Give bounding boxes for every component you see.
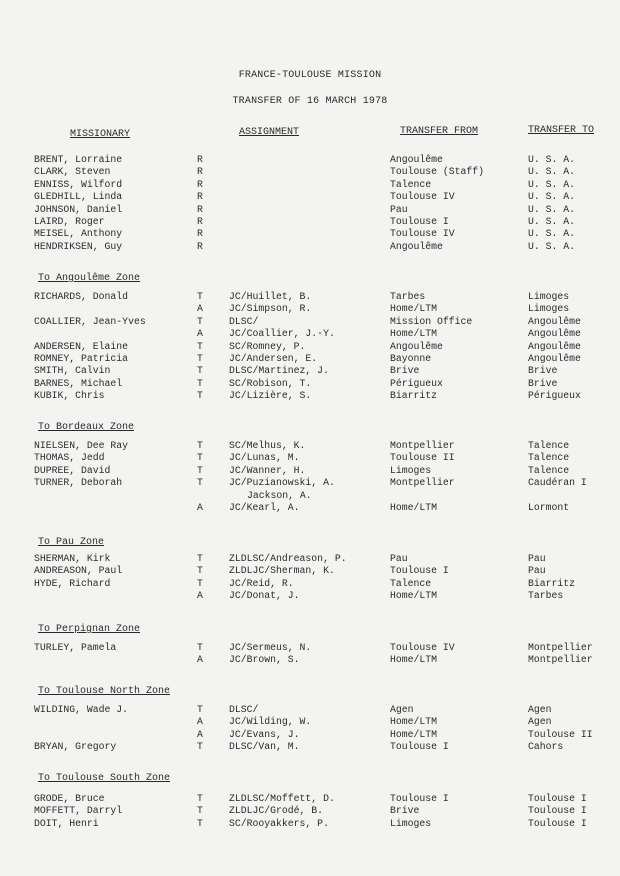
transfer-from: Limoges (390, 817, 432, 829)
transfer-from: Home/LTM (390, 654, 438, 666)
zone-heading: To Toulouse North Zone (38, 686, 171, 697)
transfer-to: Biarritz (528, 577, 576, 589)
transfer-to: Talence (528, 464, 570, 476)
missionary-name: DOIT, Henri (34, 817, 99, 829)
assignment: DLSC/ (229, 704, 259, 715)
assignment: JC/Evans, J. (229, 728, 300, 740)
transfer-to: U. S. A. (528, 166, 576, 178)
assignment: JC/Wanner, H. (229, 464, 306, 476)
transfer-from: Home/LTM (390, 328, 438, 340)
transfer-from: Brive (390, 805, 420, 817)
transfer-code: T (197, 291, 203, 302)
table-row (0, 179, 620, 191)
transfer-code: T (197, 315, 203, 327)
transfer-code: T (197, 741, 203, 753)
transfer-code: R (197, 240, 203, 252)
missionary-name: SHERMAN, Kirk (34, 553, 111, 564)
transfer-from: Toulouse IV (390, 228, 455, 240)
transfer-code: T (197, 377, 203, 389)
transfer-from: Toulouse I (390, 216, 449, 227)
table-row (0, 228, 620, 240)
transfer-from: Bayonne (390, 353, 432, 364)
transfer-to: Tarbes (528, 590, 564, 602)
assignment: SC/Melhus, K. (229, 440, 306, 451)
transfer-code: T (197, 565, 203, 577)
transfer-from: Limoges (390, 464, 432, 476)
transfer-from: Brive (390, 365, 420, 377)
transfer-to: Montpellier (528, 654, 593, 666)
missionary-name: HYDE, Richard (34, 577, 111, 589)
transfer-from: Tarbes (390, 291, 426, 302)
transfer-to: Limoges (528, 291, 570, 302)
assignment: SC/Romney, P. (229, 340, 306, 352)
missionary-name: BARNES, Michael (34, 377, 123, 389)
transfer-to: Cahors (528, 741, 564, 753)
assignment: ZLDLSC/Andreason, P. (229, 553, 347, 564)
transfer-from: Montpellier (390, 477, 455, 489)
table-row (0, 490, 620, 502)
table-row (0, 216, 620, 228)
assignment: JC/Puzianowski, A. (229, 477, 335, 489)
transfer-to: Lormont (528, 502, 570, 513)
transfer-to: Angoulême (528, 328, 581, 340)
table-row (0, 729, 620, 741)
zone-heading: To Bordeaux Zone (38, 422, 135, 433)
assignment: JC/Donat, J. (229, 590, 300, 602)
assignment: ZLDLSC/Moffett, D. (229, 793, 335, 804)
transfer-from: Home/LTM (390, 303, 438, 315)
missionary-name: BRENT, Lorraine (34, 154, 123, 165)
transfer-code: A (197, 654, 203, 666)
table-row (0, 805, 620, 817)
missionary-name: HENDRIKSEN, Guy (34, 240, 123, 252)
transfer-code: R (197, 228, 203, 240)
transfer-from: Périgueux (390, 377, 443, 389)
transfer-code: T (197, 817, 203, 829)
transfer-from: Home/LTM (390, 502, 438, 513)
transfer-code: A (197, 728, 203, 740)
assignment: ZLDLJC/Grodé, B. (229, 805, 324, 817)
assignment: Jackson, A. (247, 489, 312, 501)
transfer-to: Talence (528, 452, 570, 464)
table-row (0, 378, 620, 390)
transfer-to: Limoges (528, 303, 570, 315)
missionary-name: DUPREE, David (34, 464, 111, 476)
transfer-code: T (197, 365, 203, 377)
assignment: JC/Huillet, B. (229, 291, 312, 302)
table-row (0, 465, 620, 477)
missionary-name: COALLIER, Jean-Yves (34, 315, 146, 327)
table-row (0, 440, 620, 452)
transfer-code: T (197, 704, 203, 715)
transfer-code: T (197, 805, 203, 817)
column-header-missionary: MISSIONARY (70, 129, 131, 140)
transfer-from: Home/LTM (390, 716, 438, 728)
transfer-from: Toulouse I (390, 793, 449, 804)
table-row (0, 654, 620, 666)
assignment: JC/Coallier, J.-Y. (229, 328, 335, 340)
table-row (0, 741, 620, 753)
transfer-code: A (197, 716, 203, 728)
missionary-name: WILDING, Wade J. (34, 704, 129, 715)
transfer-to: Pau (528, 565, 546, 577)
table-row (0, 477, 620, 489)
table-row (0, 704, 620, 716)
transfer-to: Agen (528, 716, 552, 728)
transfer-code: A (197, 502, 203, 513)
transfer-to: U. S. A. (528, 191, 576, 203)
transfer-to: U. S. A. (528, 178, 576, 190)
table-row (0, 204, 620, 216)
mission-title: FRANCE-TOULOUSE MISSION (238, 70, 382, 81)
assignment: JC/Brown, S. (229, 654, 300, 666)
transfer-to: Brive (528, 377, 558, 389)
transfer-from: Toulouse IV (390, 642, 455, 653)
column-header-assignment: ASSIGNMENT (239, 127, 300, 138)
missionary-name: KUBIK, Chris (34, 390, 105, 402)
assignment: JC/Wilding, W. (229, 716, 312, 728)
transfer-code: T (197, 793, 203, 804)
transfer-code: A (197, 328, 203, 340)
column-header-transfer-to: TRANSFER TO (528, 125, 595, 136)
zone-heading: To Toulouse South Zone (38, 773, 171, 784)
transfer-code: R (197, 178, 203, 190)
transfer-from: Toulouse I (390, 741, 449, 753)
missionary-name: NIELSEN, Dee Ray (34, 440, 129, 451)
table-row (0, 328, 620, 340)
transfer-from: Home/LTM (390, 590, 438, 602)
table-row (0, 578, 620, 590)
assignment: JC/Lunas, M. (229, 452, 300, 464)
transfer-code: R (197, 203, 203, 215)
transfer-to: Caudéran I (528, 477, 587, 489)
table-row (0, 818, 620, 830)
table-row (0, 166, 620, 178)
assignment: JC/Sermeus, N. (229, 642, 312, 653)
table-row (0, 565, 620, 577)
transfer-to: Montpellier (528, 642, 593, 653)
table-row (0, 365, 620, 377)
missionary-name: ANDREASON, Paul (34, 565, 123, 577)
transfer-from: Toulouse I (390, 565, 449, 577)
transfer-to: U. S. A. (528, 203, 576, 215)
transfer-to: Toulouse I (528, 817, 587, 829)
transfer-code: R (197, 154, 203, 165)
transfer-to: Toulouse II (528, 728, 593, 740)
transfer-from: Pau (390, 553, 408, 564)
transfer-from: Toulouse (Staff) (390, 166, 485, 178)
table-row (0, 590, 620, 602)
table-row (0, 353, 620, 365)
assignment: DLSC/Van, M. (229, 741, 300, 753)
transfer-from: Home/LTM (390, 728, 438, 740)
transfer-code: T (197, 464, 203, 476)
missionary-name: TURLEY, Pamela (34, 642, 117, 653)
transfer-to: Agen (528, 704, 552, 715)
missionary-name: JOHNSON, Daniel (34, 203, 123, 215)
transfer-from: Talence (390, 178, 432, 190)
transfer-to: Angoulême (528, 353, 581, 364)
transfer-from: Toulouse IV (390, 191, 455, 203)
transfer-code: T (197, 642, 203, 653)
missionary-name: RICHARDS, Donald (34, 291, 129, 302)
transfer-code: T (197, 577, 203, 589)
transfer-from: Montpellier (390, 440, 455, 451)
transfer-to: U. S. A. (528, 228, 576, 240)
assignment: JC/Simpson, R. (229, 303, 312, 315)
assignment: DLSC/Martinez, J. (229, 365, 329, 377)
zone-heading: To Perpignan Zone (38, 624, 141, 635)
transfer-code: T (197, 390, 203, 402)
transfer-to: U. S. A. (528, 216, 576, 227)
missionary-name: CLARK, Steven (34, 166, 111, 178)
transfer-code: T (197, 477, 203, 489)
assignment: ZLDLJC/Sherman, K. (229, 565, 335, 577)
table-row (0, 553, 620, 565)
column-header-transfer-from: TRANSFER FROM (400, 126, 479, 137)
table-row (0, 303, 620, 315)
transfer-to: Toulouse I (528, 793, 587, 804)
transfer-from: Angoulême (390, 240, 443, 252)
transfer-code: A (197, 303, 203, 315)
missionary-name: ROMNEY, Patricia (34, 353, 129, 364)
assignment: JC/Andersen, E. (229, 353, 318, 364)
table-row (0, 793, 620, 805)
table-row (0, 452, 620, 464)
table-row (0, 502, 620, 514)
table-row (0, 642, 620, 654)
table-row (0, 191, 620, 203)
transfer-code: A (197, 590, 203, 602)
missionary-name: GRODE, Bruce (34, 793, 105, 804)
table-row (0, 390, 620, 402)
transfer-from: Angoulême (390, 340, 443, 352)
assignment: JC/Reid, R. (229, 577, 294, 589)
missionary-name: GLEDHILL, Linda (34, 191, 123, 203)
zone-heading: To Pau Zone (38, 537, 105, 548)
missionary-name: TURNER, Deborah (34, 477, 123, 489)
zone-heading: To Angoulême Zone (38, 273, 141, 284)
transfer-to: Angoulême (528, 315, 581, 327)
transfer-from: Angoulême (390, 154, 443, 165)
transfer-to: U. S. A. (528, 154, 576, 165)
table-row (0, 716, 620, 728)
transfer-code: T (197, 353, 203, 364)
assignment: SC/Rooyakkers, P. (229, 817, 329, 829)
missionary-name: MOFFETT, Darryl (34, 805, 123, 817)
transfer-from: Biarritz (390, 390, 438, 402)
missionary-name: LAIRD, Roger (34, 216, 105, 227)
missionary-name: THOMAS, Jedd (34, 452, 105, 464)
table-row (0, 241, 620, 253)
missionary-name: BRYAN, Gregory (34, 741, 117, 753)
transfer-code: R (197, 191, 203, 203)
missionary-name: ENNISS, Wilford (34, 178, 123, 190)
transfer-code: T (197, 340, 203, 352)
table-row (0, 341, 620, 353)
missionary-name: SMITH, Calvin (34, 365, 111, 377)
assignment: JC/Kearl, A. (229, 502, 300, 513)
transfer-code: R (197, 216, 203, 227)
transfer-to: U. S. A. (528, 240, 576, 252)
missionary-name: ANDERSEN, Elaine (34, 340, 129, 352)
transfer-to: Angoulême (528, 340, 581, 352)
table-row (0, 154, 620, 166)
transfer-to: Périgueux (528, 390, 581, 402)
transfer-code: T (197, 553, 203, 564)
assignment: SC/Robison, T. (229, 377, 312, 389)
transfer-from: Agen (390, 704, 414, 715)
transfer-to: Pau (528, 553, 546, 564)
transfer-date-title: TRANSFER OF 16 MARCH 1978 (232, 96, 388, 107)
missionary-name: MEISEL, Anthony (34, 228, 123, 240)
assignment: JC/Lizière, S. (229, 390, 312, 402)
transfer-from: Toulouse II (390, 452, 455, 464)
transfer-code: R (197, 166, 203, 178)
transfer-to: Talence (528, 440, 570, 451)
transfer-to: Toulouse I (528, 805, 587, 817)
assignment: DLSC/ (229, 315, 259, 327)
transfer-to: Brive (528, 365, 558, 377)
transfer-from: Pau (390, 203, 408, 215)
transfer-from: Mission Office (390, 315, 473, 327)
transfer-code: T (197, 452, 203, 464)
table-row (0, 316, 620, 328)
transfer-code: T (197, 440, 203, 451)
table-row (0, 291, 620, 303)
transfer-from: Talence (390, 577, 432, 589)
